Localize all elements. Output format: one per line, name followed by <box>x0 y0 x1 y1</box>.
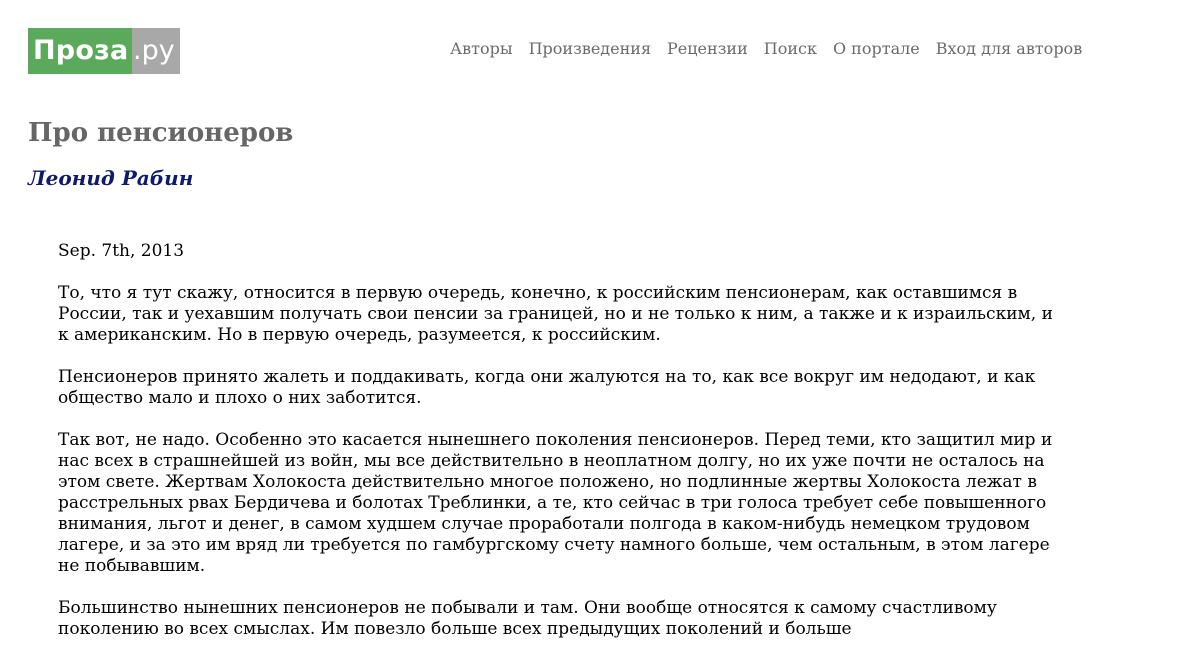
article-paragraph: Пенсионеров принято жалеть и поддакивать, когда они жалуются на то, как все вокруг им недодают, и как общество мало и плохо о них заботится. <box>58 367 1036 408</box>
nav-link-about[interactable]: О портале <box>832 38 920 58</box>
nav-link-login[interactable]: Вход для авторов <box>935 38 1083 58</box>
nav-link-reviews[interactable]: Рецензии <box>667 38 748 58</box>
article-paragraph: То, что я тут скажу, относится в первую очередь, конечно, к российским пенсионерам, как оставшимся в России, так и уехавшим получать свои пенсии за границей, но и не только к ним, а также и к израильским, и к американским. Но в первую очередь, разумеется, к российским. <box>58 283 1053 345</box>
main-nav <box>450 28 1098 68</box>
author-link[interactable]: Леонид Рабин <box>28 166 194 190</box>
article-date: Sep. 7th, 2013 <box>58 241 185 261</box>
logo-suffix-text: .ру <box>132 28 180 74</box>
article-paragraph: Так вот, не надо. Особенно это касается нынешнего поколения пенсионеров. Перед теми, кто защитил мир и нас всех в страшнейшей из войн, мы все действительно в неоплатном долгу, но их уже почти не осталось на этом свете. Жертвам Холокоста действительно многое положено, но подлинные жертвы Холокоста лежат в расстрельных рвах Бердичева и болотах Треблинки, а те, кто сейчас в три голоса требует себе повышенного внимания, льгот и денег, в самом худшем случае проработали полгода в каком-нибудь немецком трудовом лагере, и за это им вряд ли требуется по гамбургскому счету намного больше, чем остальным, в этом лагере не побывавшим. <box>58 430 1053 576</box>
nav-link-search[interactable]: Поиск <box>763 38 817 58</box>
logo-main-text: Проза <box>28 28 132 74</box>
site-logo[interactable] <box>28 28 180 74</box>
site-header <box>28 28 1172 74</box>
nav-link-authors[interactable]: Авторы <box>450 38 513 58</box>
page-title: Про пенсионеров <box>28 118 294 148</box>
article-paragraph: Большинство нынешних пенсионеров не побывали и там. Они вообще относятся к самому счастливому поколению во всех смыслах. Им повезло больше всех предыдущих поколений и больше <box>58 598 997 639</box>
nav-link-works[interactable]: Произведения <box>528 38 652 58</box>
article-text <box>58 241 1058 661</box>
